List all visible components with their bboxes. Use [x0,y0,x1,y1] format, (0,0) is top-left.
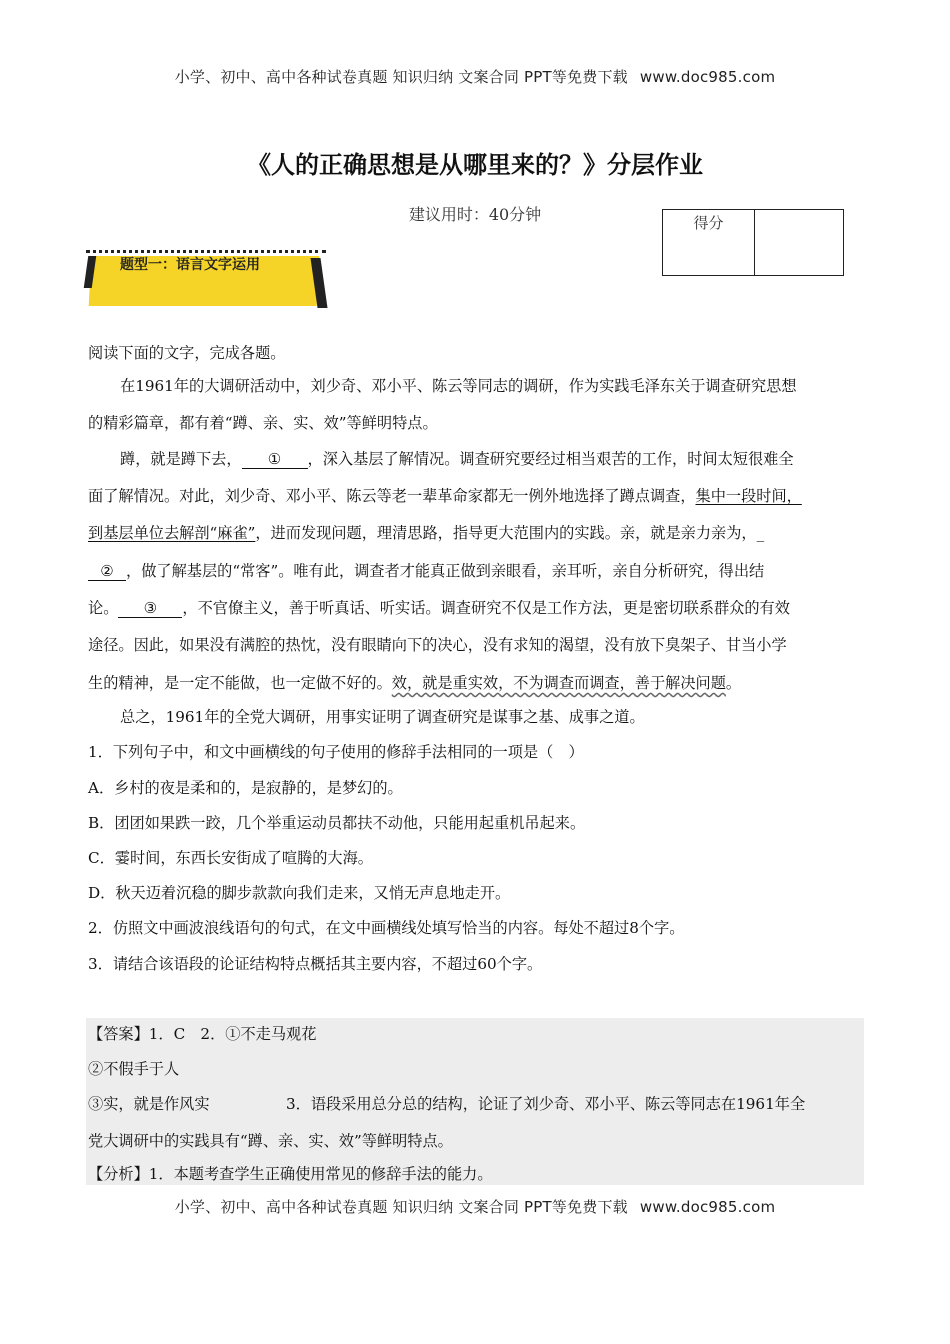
page-header [0,66,950,87]
score-value-field [755,210,843,275]
passage-text: _ [756,524,765,542]
analysis-line: 【分析】1．本题考查学生正确使用常见的修辞手法的能力。 [88,1165,493,1183]
answer-line: ②不假手于人 [88,1060,180,1078]
passage-text: 。 [725,674,742,692]
passage-line [88,597,864,618]
footer-site-link[interactable]: www.doc985.com [639,1198,776,1216]
time-label: 建议用时：40分钟 [408,205,542,224]
passage-line: 总之，1961年的全党大调研，用事实证明了调查研究是谋事之基、成事之道。 [120,708,645,726]
option-b: B．团团如果跌一跤，几个举重运动员都扶不动他，只能用起重机吊起来。 [88,814,586,832]
page-title: 《人的正确思想是从哪里来的？》分层作业 [247,151,703,179]
answer-line: 党大调研中的实践具有“蹲、亲、实、效”等鲜明特点。 [88,1132,453,1150]
section-label: 题型一：语言文字运用 [120,257,260,273]
passage-text: 蹲，就是蹲下去， [120,450,242,468]
option-d: D．秋天迈着沉稳的脚步款款向我们走来，又悄无声息地走开。 [88,884,511,902]
header-site-link[interactable]: www.doc985.com [639,68,776,86]
question-3: 3．请结合该语段的论证结构特点概括其主要内容，不超过60个字。 [88,955,543,973]
passage-text: 生的精神，是一定不能做，也一定做不好的。 [88,674,392,692]
passage-line [88,485,864,506]
section-banner [86,250,326,310]
passage-line [88,560,864,581]
passage-line: 途径。因此，如果没有满腔的热忱，没有眼睛向下的决心，没有求知的渴望，没有放下臭架子、甘当小学 [88,636,787,654]
answer-line: 【答案】1．C 2．①不走马观花 [88,1025,317,1043]
passage-line: 在1961年的大调研活动中，刘少奇、邓小平、陈云等同志的调研，作为实践毛泽东关于调查研究思想 [120,377,797,395]
passage-text: 面了解情况。对此，刘少奇、邓小平、陈云等老一辈革命家都无一例外地选择了蹲点调查， [88,487,696,505]
passage-text: ，做了解基层的“常客”。唯有此，调查者才能真正做到亲眼看，亲耳听，亲自分析研究，得出结 [126,562,765,580]
wavy-sentence: 效，就是重实效，不为调查而调查，善于解决问题 [391,674,726,692]
score-label: 得分 [663,210,755,275]
blank-2[interactable]: ② [88,563,126,581]
score-box [662,209,844,276]
passage-text: ，进而发现问题，理清思路，指导更大范围内的实践。亲，就是亲力亲为， [255,524,757,542]
answer-line [88,1093,864,1114]
underlined-sentence: 到基层单位去解剖“麻雀” [88,524,256,542]
passage-text: ，深入基层了解情况。调查研究要经过相当艰苦的工作，时间太短很难全 [307,450,794,468]
header-text: 小学、初中、高中各种试卷真题 知识归纳 文案合同 PPT等免费下载 [174,68,628,86]
passage-text: ，不官僚主义，善于听真话、听实话。调查研究不仅是工作方法，更是密切联系群众的有效 [182,599,790,617]
underlined-sentence: 集中一段时间， [695,487,802,505]
passage-line: 的精彩篇章，都有着“蹲、亲、实、效”等鲜明特点。 [88,414,438,432]
blank-1[interactable]: ① [242,451,308,469]
answer-text: ③实，就是作风实 [88,1095,210,1113]
instruction: 阅读下面的文字，完成各题。 [88,344,286,362]
question-2: 2．仿照文中画波浪线语句的句式，在文中画横线处填写恰当的内容。每处不超过8个字。 [88,919,685,937]
option-a: A．乡村的夜是柔和的，是寂静的，是梦幻的。 [88,779,403,797]
question-1: 1．下列句子中，和文中画横线的句子使用的修辞手法相同的一项是（ ） [88,743,584,761]
passage-line [88,522,864,543]
answer-text: 3．语段采用总分总的结构，论证了刘少奇、邓小平、陈云等同志在1961年全 [286,1095,806,1113]
option-c: C．霎时间，东西长安街成了喧腾的大海。 [88,849,373,867]
footer-text: 小学、初中、高中各种试卷真题 知识归纳 文案合同 PPT等免费下载 [174,1198,628,1216]
passage-text: 论。 [88,599,119,617]
passage-line [88,672,864,693]
page-footer [0,1196,950,1217]
passage-line [120,448,864,469]
blank-3[interactable]: ③ [118,600,182,618]
